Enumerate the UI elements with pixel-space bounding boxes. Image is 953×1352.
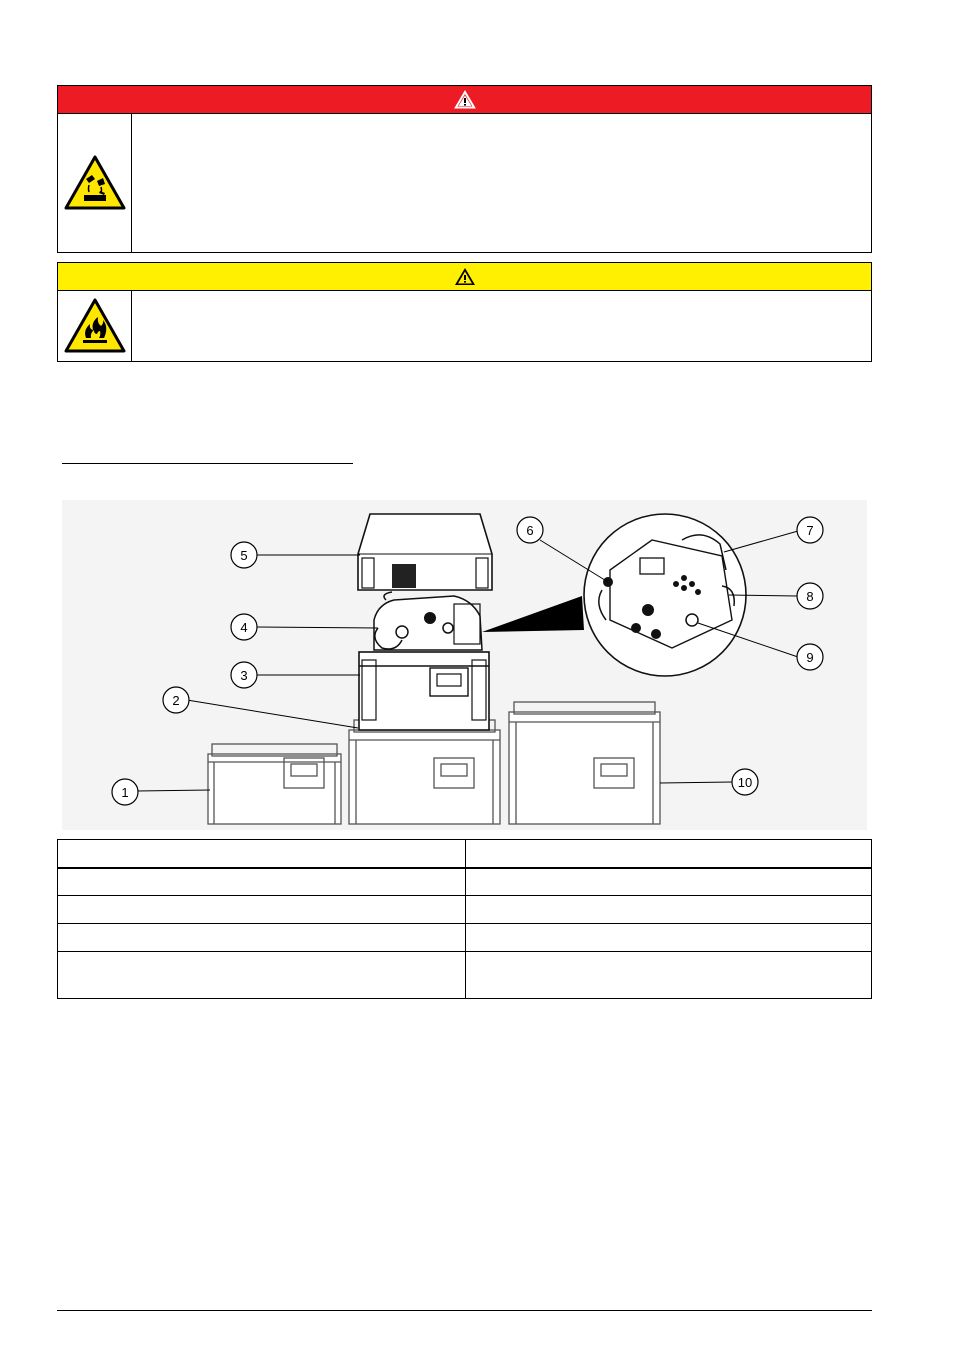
callout-1 <box>112 779 138 805</box>
warning-triangle-icon <box>454 90 476 109</box>
table-row <box>58 924 872 952</box>
svg-text:10: 10 <box>737 775 753 790</box>
warning-triangle-icon <box>454 267 476 286</box>
table-cell <box>466 840 872 868</box>
table-row <box>58 896 872 924</box>
svg-text:6: 6 <box>526 523 534 538</box>
table-cell <box>58 896 466 924</box>
product-components-figure <box>62 500 867 830</box>
table-row <box>58 952 872 999</box>
table-cell <box>466 896 872 924</box>
callout-3 <box>231 662 257 688</box>
sampler-cover <box>358 514 492 590</box>
svg-text:7: 7 <box>806 523 814 538</box>
table-cell <box>466 868 872 896</box>
callout-9 <box>797 644 823 670</box>
danger-notice <box>57 85 872 253</box>
danger-text-area <box>132 114 871 252</box>
table-cell <box>58 840 466 868</box>
svg-text:4: 4 <box>240 620 248 635</box>
table-cell <box>466 952 872 999</box>
table-cell <box>466 924 872 952</box>
callout-5 <box>231 542 257 568</box>
caution-header <box>58 263 871 291</box>
svg-text:5: 5 <box>240 548 248 563</box>
sampler-base-unit <box>359 652 489 730</box>
caution-notice <box>57 262 872 362</box>
table-row <box>58 840 872 868</box>
callout-8 <box>797 583 823 609</box>
case-large-right <box>509 702 660 824</box>
danger-header <box>58 86 871 114</box>
svg-text:3: 3 <box>240 668 248 683</box>
caution-text-area <box>132 291 871 361</box>
corrosive-hazard-icon <box>64 155 126 211</box>
legend-table <box>57 839 872 999</box>
table-row <box>58 868 872 896</box>
callout-10 <box>732 769 758 795</box>
danger-symbol-cell <box>58 114 132 252</box>
section-heading-underline <box>62 463 353 464</box>
case-small-left <box>208 744 341 824</box>
table-cell <box>58 952 466 999</box>
zoom-detail <box>584 514 746 676</box>
footer-rule <box>57 1310 872 1311</box>
controller-assembly <box>374 592 482 650</box>
callout-2 <box>163 687 189 713</box>
case-medium-middle <box>349 720 500 824</box>
svg-text:1: 1 <box>121 785 129 800</box>
callout-7 <box>797 517 823 543</box>
callout-4 <box>231 614 257 640</box>
table-cell <box>58 868 466 896</box>
svg-text:9: 9 <box>806 650 814 665</box>
callout-6 <box>517 517 543 543</box>
svg-text:2: 2 <box>172 693 180 708</box>
svg-text:8: 8 <box>806 589 814 604</box>
flammable-hazard-icon <box>64 298 126 354</box>
table-cell <box>58 924 466 952</box>
caution-symbol-cell <box>58 291 132 361</box>
